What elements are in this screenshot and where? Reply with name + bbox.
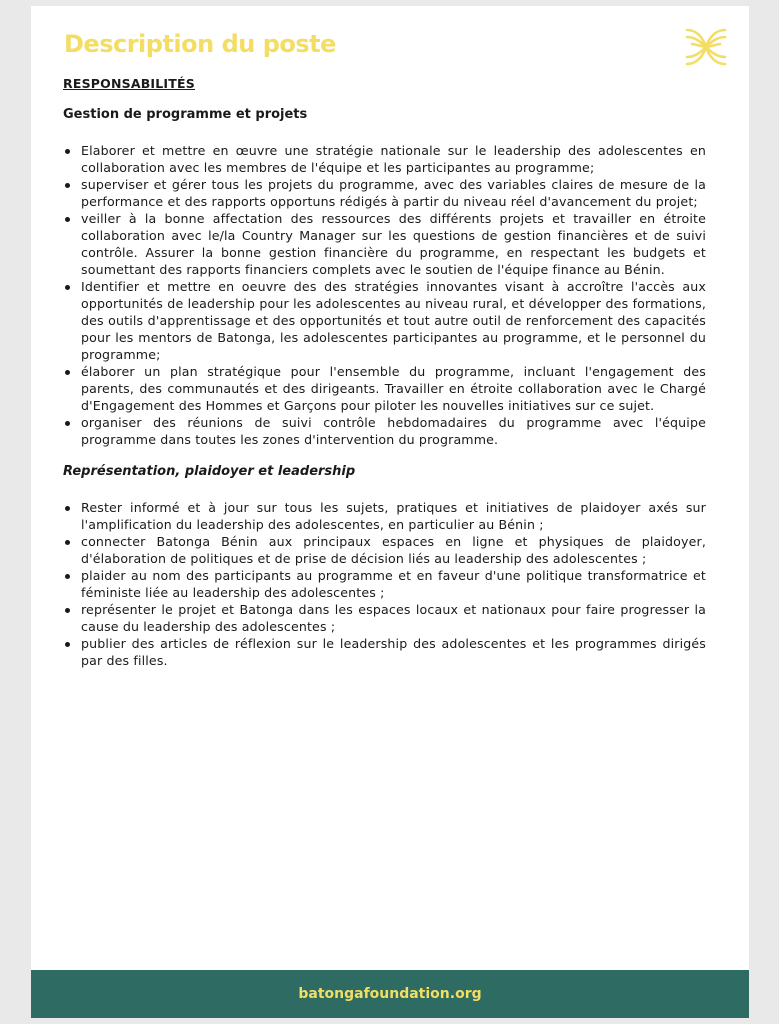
list-item: publier des articles de réflexion sur le leadership des adolescentes et les programmes dirigés par des filles. [81, 636, 706, 668]
document-content [63, 76, 706, 669]
list-item: organiser des réunions de suivi contrôle hebdomadaires du programme avec l'équipe programme dans toutes les zones d'intervention du programme. [81, 415, 706, 447]
subheading-advocacy: Représentation, plaidoyer et leadership [63, 464, 356, 479]
list-item: Identifier et mettre en oeuvre des des stratégies innovantes visant à accroître l'accès aux opportunités de leadership pour les adolescentes au niveau rural, et développer des formations, des outils d'apprentissage et des opportunités et tout autre outil de renforcement des capacités pour les mentors de Batonga, les adolescentes participantes au programme, et le personnel du programme; [81, 279, 706, 362]
footer-bar [31, 970, 749, 1018]
advocacy-list [63, 499, 706, 669]
list-item: Elaborer et mettre en œuvre une stratégie nationale sur le leadership des adolescentes en collaboration avec les membres de l'équipe et les participantes au programme; [81, 143, 706, 175]
page-title: Description du poste [64, 30, 336, 58]
program-management-list [63, 142, 706, 448]
section-heading: RESPONSABILITÉS [63, 76, 195, 91]
list-item: Rester informé et à jour sur tous les sujets, pratiques et initiatives de plaidoyer axés sur l'amplification du leadership des adolescentes, en particulier au Bénin ; [81, 500, 706, 532]
list-item: veiller à la bonne affectation des ressources des différents projets et travailler en étroite collaboration avec le/la Country Manager sur les questions de gestion financières et de suivi contrôle. Assurer la bonne gestion financière du programme, en respectant les budgets et soumettant des rapports financiers complets avec le soutien de l'équipe finance au Bénin. [81, 211, 706, 277]
list-item: représenter le projet et Batonga dans les espaces locaux et nationaux pour faire progresser la cause du leadership des adolescentes ; [81, 602, 706, 634]
list-item: connecter Batonga Bénin aux principaux espaces en ligne et physiques de plaidoyer, d'élaboration de politiques et de prise de décision liés au leadership des adolescentes ; [81, 534, 706, 566]
butterfly-logo-icon [683, 24, 729, 70]
footer-website-link[interactable]: batongafoundation.org [298, 986, 482, 1002]
subheading-program-management: Gestion de programme et projets [63, 107, 308, 122]
list-item: superviser et gérer tous les projets du programme, avec des variables claires de mesure de la performance et des rapports opportuns rédigés à partir du niveau réel d'avancement du projet; [81, 177, 706, 209]
list-item: élaborer un plan stratégique pour l'ensemble du programme, incluant l'engagement des parents, des communautés et des dirigeants. Travailler en étroite collaboration avec le Chargé d'Engagement des Hommes et Garçons pour piloter les nouvelles initiatives sur ce sujet. [81, 364, 706, 413]
document-page [31, 6, 749, 1018]
list-item: plaider au nom des participants au programme et en faveur d'une politique transformatrice et féministe liée au leadership des adolescentes ; [81, 568, 706, 600]
